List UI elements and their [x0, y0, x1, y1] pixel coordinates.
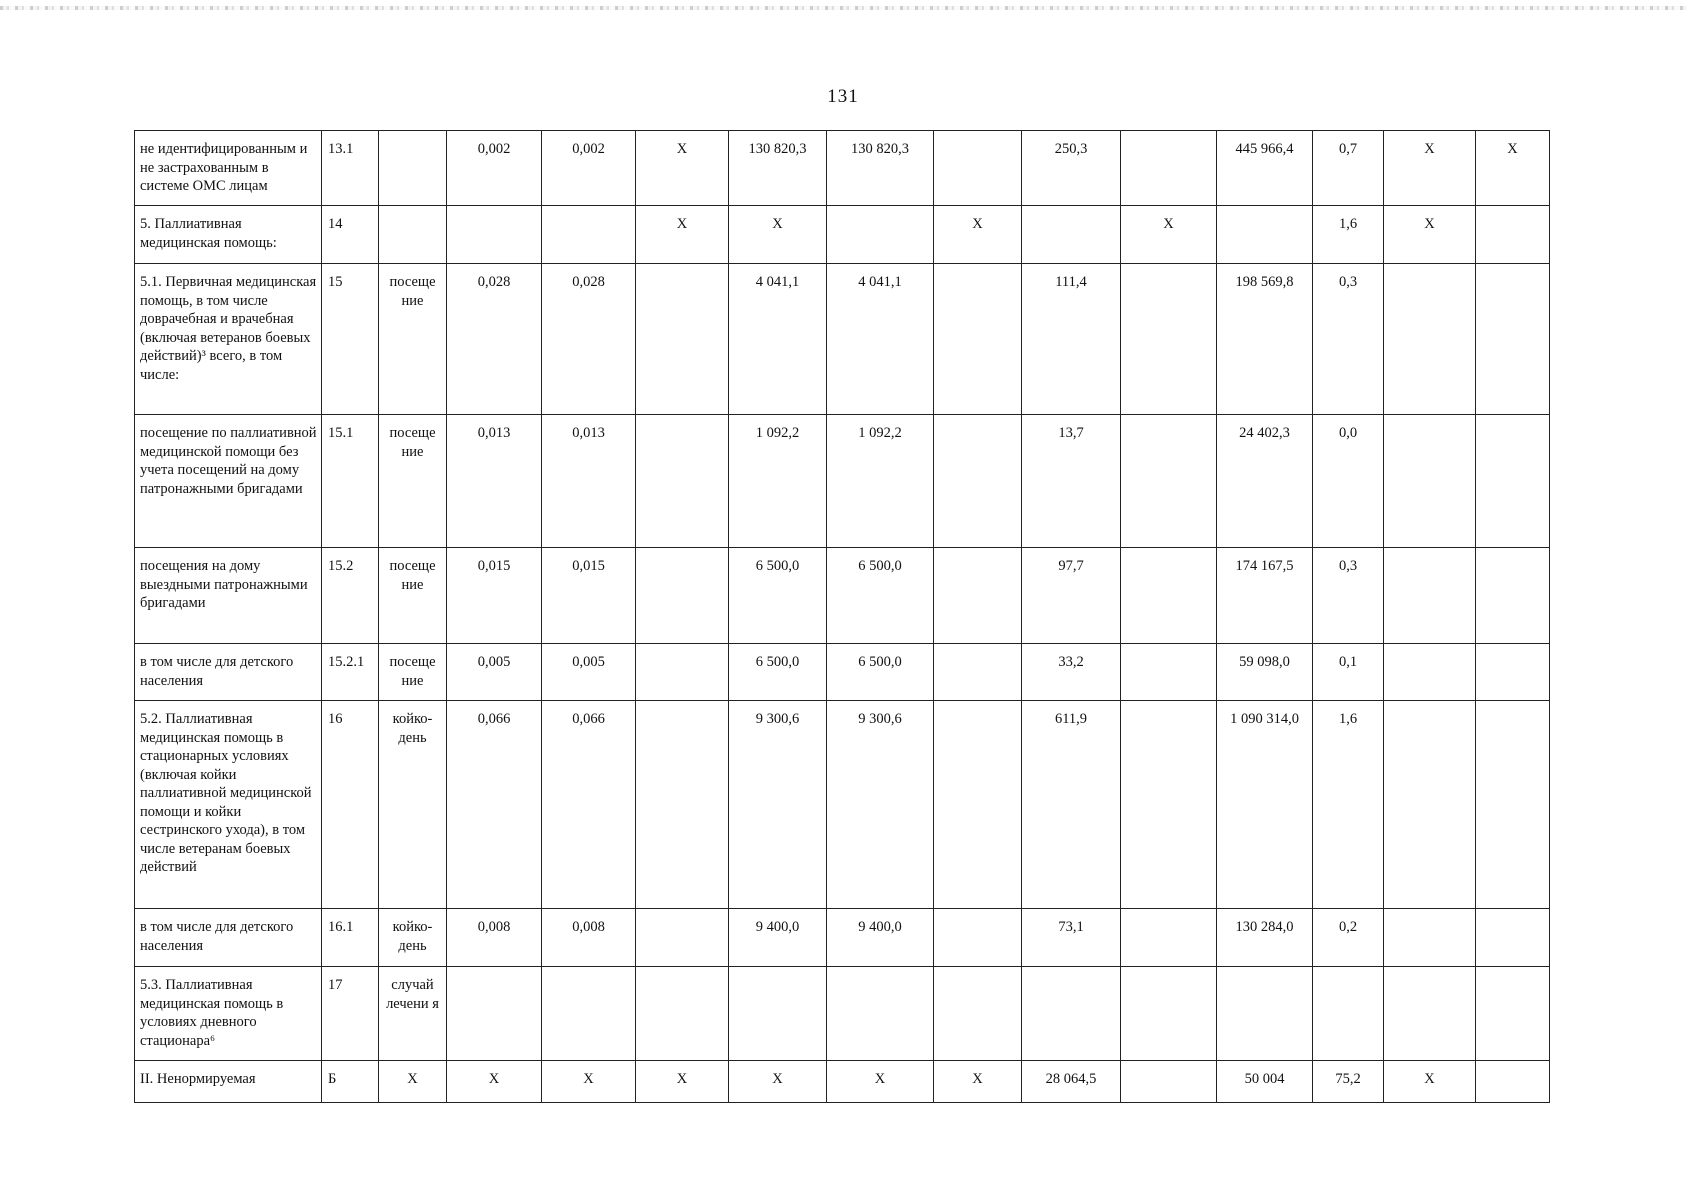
col-9-cell [934, 415, 1022, 548]
unit-cell: посеще ние [379, 415, 447, 548]
indicator-name-cell: 5.2. Паллиативная медицинская помощь в стационарных условиях (включая койки паллиативной медицинской помощи и койки сестринского ухода), в том числе ветеранам боевых действий [135, 701, 322, 909]
col-11-cell [1121, 131, 1217, 206]
per-capita-cell: 13,7 [1022, 415, 1121, 548]
col-15-cell [1476, 264, 1550, 415]
col-14-cell [1384, 967, 1476, 1061]
cost-per-unit-2-cell: 130 820,3 [827, 131, 934, 206]
col-6-cell: Х [636, 1061, 729, 1103]
norm-volume-cell: 0,008 [447, 909, 542, 967]
per-capita-cell: 97,7 [1022, 548, 1121, 644]
norm-volume-cell: 0,066 [447, 701, 542, 909]
table-row [135, 415, 1550, 548]
total-cost-cell: 1 090 314,0 [1217, 701, 1313, 909]
share-percent-cell: 75,2 [1313, 1061, 1384, 1103]
row-number-cell: 15.2.1 [322, 644, 379, 701]
col-11-cell [1121, 548, 1217, 644]
per-capita-cell: 111,4 [1022, 264, 1121, 415]
col-6-cell: Х [636, 206, 729, 264]
col-6-cell [636, 967, 729, 1061]
norm-volume-2-cell [542, 206, 636, 264]
norm-volume-cell: 0,002 [447, 131, 542, 206]
norm-volume-cell: 0,005 [447, 644, 542, 701]
col-6-cell [636, 701, 729, 909]
share-percent-cell: 0,3 [1313, 264, 1384, 415]
col-11-cell [1121, 415, 1217, 548]
col-14-cell [1384, 415, 1476, 548]
total-cost-cell [1217, 206, 1313, 264]
table-row [135, 548, 1550, 644]
cost-per-unit-2-cell [827, 967, 934, 1061]
cost-per-unit-2-cell: 9 400,0 [827, 909, 934, 967]
col-6-cell [636, 264, 729, 415]
cost-per-unit-cell: 4 041,1 [729, 264, 827, 415]
unit-cell: Х [379, 1061, 447, 1103]
unit-cell: посеще ние [379, 548, 447, 644]
row-number-cell: 16 [322, 701, 379, 909]
cost-per-unit-2-cell: 6 500,0 [827, 644, 934, 701]
norm-volume-2-cell: 0,028 [542, 264, 636, 415]
unit-cell [379, 131, 447, 206]
per-capita-cell: 611,9 [1022, 701, 1121, 909]
cost-per-unit-cell [729, 967, 827, 1061]
col-14-cell: Х [1384, 131, 1476, 206]
col-9-cell [934, 131, 1022, 206]
norm-volume-cell [447, 206, 542, 264]
table-row [135, 701, 1550, 909]
col-6-cell: Х [636, 131, 729, 206]
per-capita-cell [1022, 206, 1121, 264]
col-14-cell [1384, 548, 1476, 644]
col-9-cell: Х [934, 206, 1022, 264]
col-11-cell [1121, 644, 1217, 701]
total-cost-cell [1217, 967, 1313, 1061]
col-6-cell [636, 909, 729, 967]
unit-cell: койко-день [379, 701, 447, 909]
share-percent-cell: 0,0 [1313, 415, 1384, 548]
col-15-cell [1476, 967, 1550, 1061]
per-capita-cell: 28 064,5 [1022, 1061, 1121, 1103]
row-number-cell: 16.1 [322, 909, 379, 967]
unit-cell: случай лечени я [379, 967, 447, 1061]
cost-per-unit-2-cell: 4 041,1 [827, 264, 934, 415]
col-14-cell [1384, 264, 1476, 415]
total-cost-cell: 24 402,3 [1217, 415, 1313, 548]
table-row [135, 131, 1550, 206]
cost-per-unit-2-cell: 6 500,0 [827, 548, 934, 644]
norm-volume-2-cell [542, 967, 636, 1061]
col-6-cell [636, 415, 729, 548]
cost-per-unit-cell: 9 300,6 [729, 701, 827, 909]
row-number-cell: 14 [322, 206, 379, 264]
norm-volume-cell: Х [447, 1061, 542, 1103]
per-capita-cell [1022, 967, 1121, 1061]
per-capita-cell: 73,1 [1022, 909, 1121, 967]
indicator-name-cell: II. Ненормируемая [135, 1061, 322, 1103]
cost-per-unit-cell: 6 500,0 [729, 644, 827, 701]
total-cost-cell: 174 167,5 [1217, 548, 1313, 644]
col-11-cell: Х [1121, 206, 1217, 264]
col-14-cell [1384, 701, 1476, 909]
table-row [135, 967, 1550, 1061]
page-number: 131 [827, 86, 859, 107]
cost-per-unit-cell: 130 820,3 [729, 131, 827, 206]
norm-volume-cell [447, 967, 542, 1061]
col-9-cell [934, 909, 1022, 967]
total-cost-cell: 198 569,8 [1217, 264, 1313, 415]
cost-per-unit-cell: Х [729, 206, 827, 264]
total-cost-cell: 445 966,4 [1217, 131, 1313, 206]
indicator-name-cell: в том числе для детского населения [135, 644, 322, 701]
unit-cell: койко-день [379, 909, 447, 967]
cost-per-unit-2-cell: 1 092,2 [827, 415, 934, 548]
col-14-cell: Х [1384, 1061, 1476, 1103]
unit-cell [379, 206, 447, 264]
document-table [134, 130, 1550, 1103]
col-15-cell [1476, 909, 1550, 967]
per-capita-cell: 33,2 [1022, 644, 1121, 701]
col-15-cell [1476, 1061, 1550, 1103]
share-percent-cell: 0,2 [1313, 909, 1384, 967]
col-9-cell [934, 548, 1022, 644]
norm-volume-2-cell: 0,005 [542, 644, 636, 701]
share-percent-cell [1313, 967, 1384, 1061]
norm-volume-cell: 0,013 [447, 415, 542, 548]
cost-per-unit-2-cell: 9 300,6 [827, 701, 934, 909]
table-row [135, 264, 1550, 415]
unit-cell: посеще ние [379, 264, 447, 415]
share-percent-cell: 0,1 [1313, 644, 1384, 701]
table-row [135, 1061, 1550, 1103]
indicator-name-cell: 5.3. Паллиативная медицинская помощь в условиях дневного стационара⁶ [135, 967, 322, 1061]
col-11-cell [1121, 1061, 1217, 1103]
cost-per-unit-cell: Х [729, 1061, 827, 1103]
indicator-name-cell: не идентифицированным и не застрахованным в системе ОМС лицам [135, 131, 322, 206]
row-number-cell: 15.2 [322, 548, 379, 644]
share-percent-cell: 1,6 [1313, 206, 1384, 264]
indicator-name-cell: в том числе для детского населения [135, 909, 322, 967]
norm-volume-2-cell: 0,002 [542, 131, 636, 206]
norm-volume-cell: 0,015 [447, 548, 542, 644]
table-row [135, 644, 1550, 701]
scan-edge-artifact [0, 6, 1686, 10]
cost-per-unit-cell: 6 500,0 [729, 548, 827, 644]
indicator-name-cell: 5. Паллиативная медицинская помощь: [135, 206, 322, 264]
col-14-cell [1384, 644, 1476, 701]
total-cost-cell: 50 004 [1217, 1061, 1313, 1103]
col-6-cell [636, 644, 729, 701]
col-14-cell [1384, 909, 1476, 967]
cost-per-unit-cell: 9 400,0 [729, 909, 827, 967]
share-percent-cell: 0,3 [1313, 548, 1384, 644]
col-15-cell [1476, 206, 1550, 264]
row-number-cell: 17 [322, 967, 379, 1061]
norm-volume-2-cell: Х [542, 1061, 636, 1103]
cost-per-unit-2-cell [827, 206, 934, 264]
col-15-cell [1476, 548, 1550, 644]
col-11-cell [1121, 967, 1217, 1061]
unit-cell: посеще ние [379, 644, 447, 701]
col-9-cell [934, 701, 1022, 909]
indicator-name-cell: 5.1. Первичная медицинская помощь, в том числе доврачебная и врачебная (включая ветеранов боевых действий)³ всего, в том числе: [135, 264, 322, 415]
share-percent-cell: 1,6 [1313, 701, 1384, 909]
col-11-cell [1121, 264, 1217, 415]
row-number-cell: 13.1 [322, 131, 379, 206]
norm-volume-2-cell: 0,015 [542, 548, 636, 644]
col-6-cell [636, 548, 729, 644]
table-row [135, 909, 1550, 967]
col-15-cell [1476, 701, 1550, 909]
norm-volume-2-cell: 0,008 [542, 909, 636, 967]
indicator-name-cell: посещение по паллиативной медицинской помощи без учета посещений на дому патронажными бригадами [135, 415, 322, 548]
col-9-cell: Х [934, 1061, 1022, 1103]
total-cost-cell: 59 098,0 [1217, 644, 1313, 701]
cost-per-unit-cell: 1 092,2 [729, 415, 827, 548]
cost-per-unit-2-cell: Х [827, 1061, 934, 1103]
indicator-name-cell: посещения на дому выездными патронажными бригадами [135, 548, 322, 644]
norm-volume-2-cell: 0,013 [542, 415, 636, 548]
row-number-cell: 15 [322, 264, 379, 415]
col-11-cell [1121, 909, 1217, 967]
col-15-cell: Х [1476, 131, 1550, 206]
per-capita-cell: 250,3 [1022, 131, 1121, 206]
norm-volume-cell: 0,028 [447, 264, 542, 415]
col-11-cell [1121, 701, 1217, 909]
row-number-cell: Б [322, 1061, 379, 1103]
col-15-cell [1476, 415, 1550, 548]
col-15-cell [1476, 644, 1550, 701]
col-9-cell [934, 967, 1022, 1061]
norm-volume-2-cell: 0,066 [542, 701, 636, 909]
col-9-cell [934, 644, 1022, 701]
total-cost-cell: 130 284,0 [1217, 909, 1313, 967]
table-row [135, 206, 1550, 264]
col-14-cell: Х [1384, 206, 1476, 264]
share-percent-cell: 0,7 [1313, 131, 1384, 206]
col-9-cell [934, 264, 1022, 415]
row-number-cell: 15.1 [322, 415, 379, 548]
